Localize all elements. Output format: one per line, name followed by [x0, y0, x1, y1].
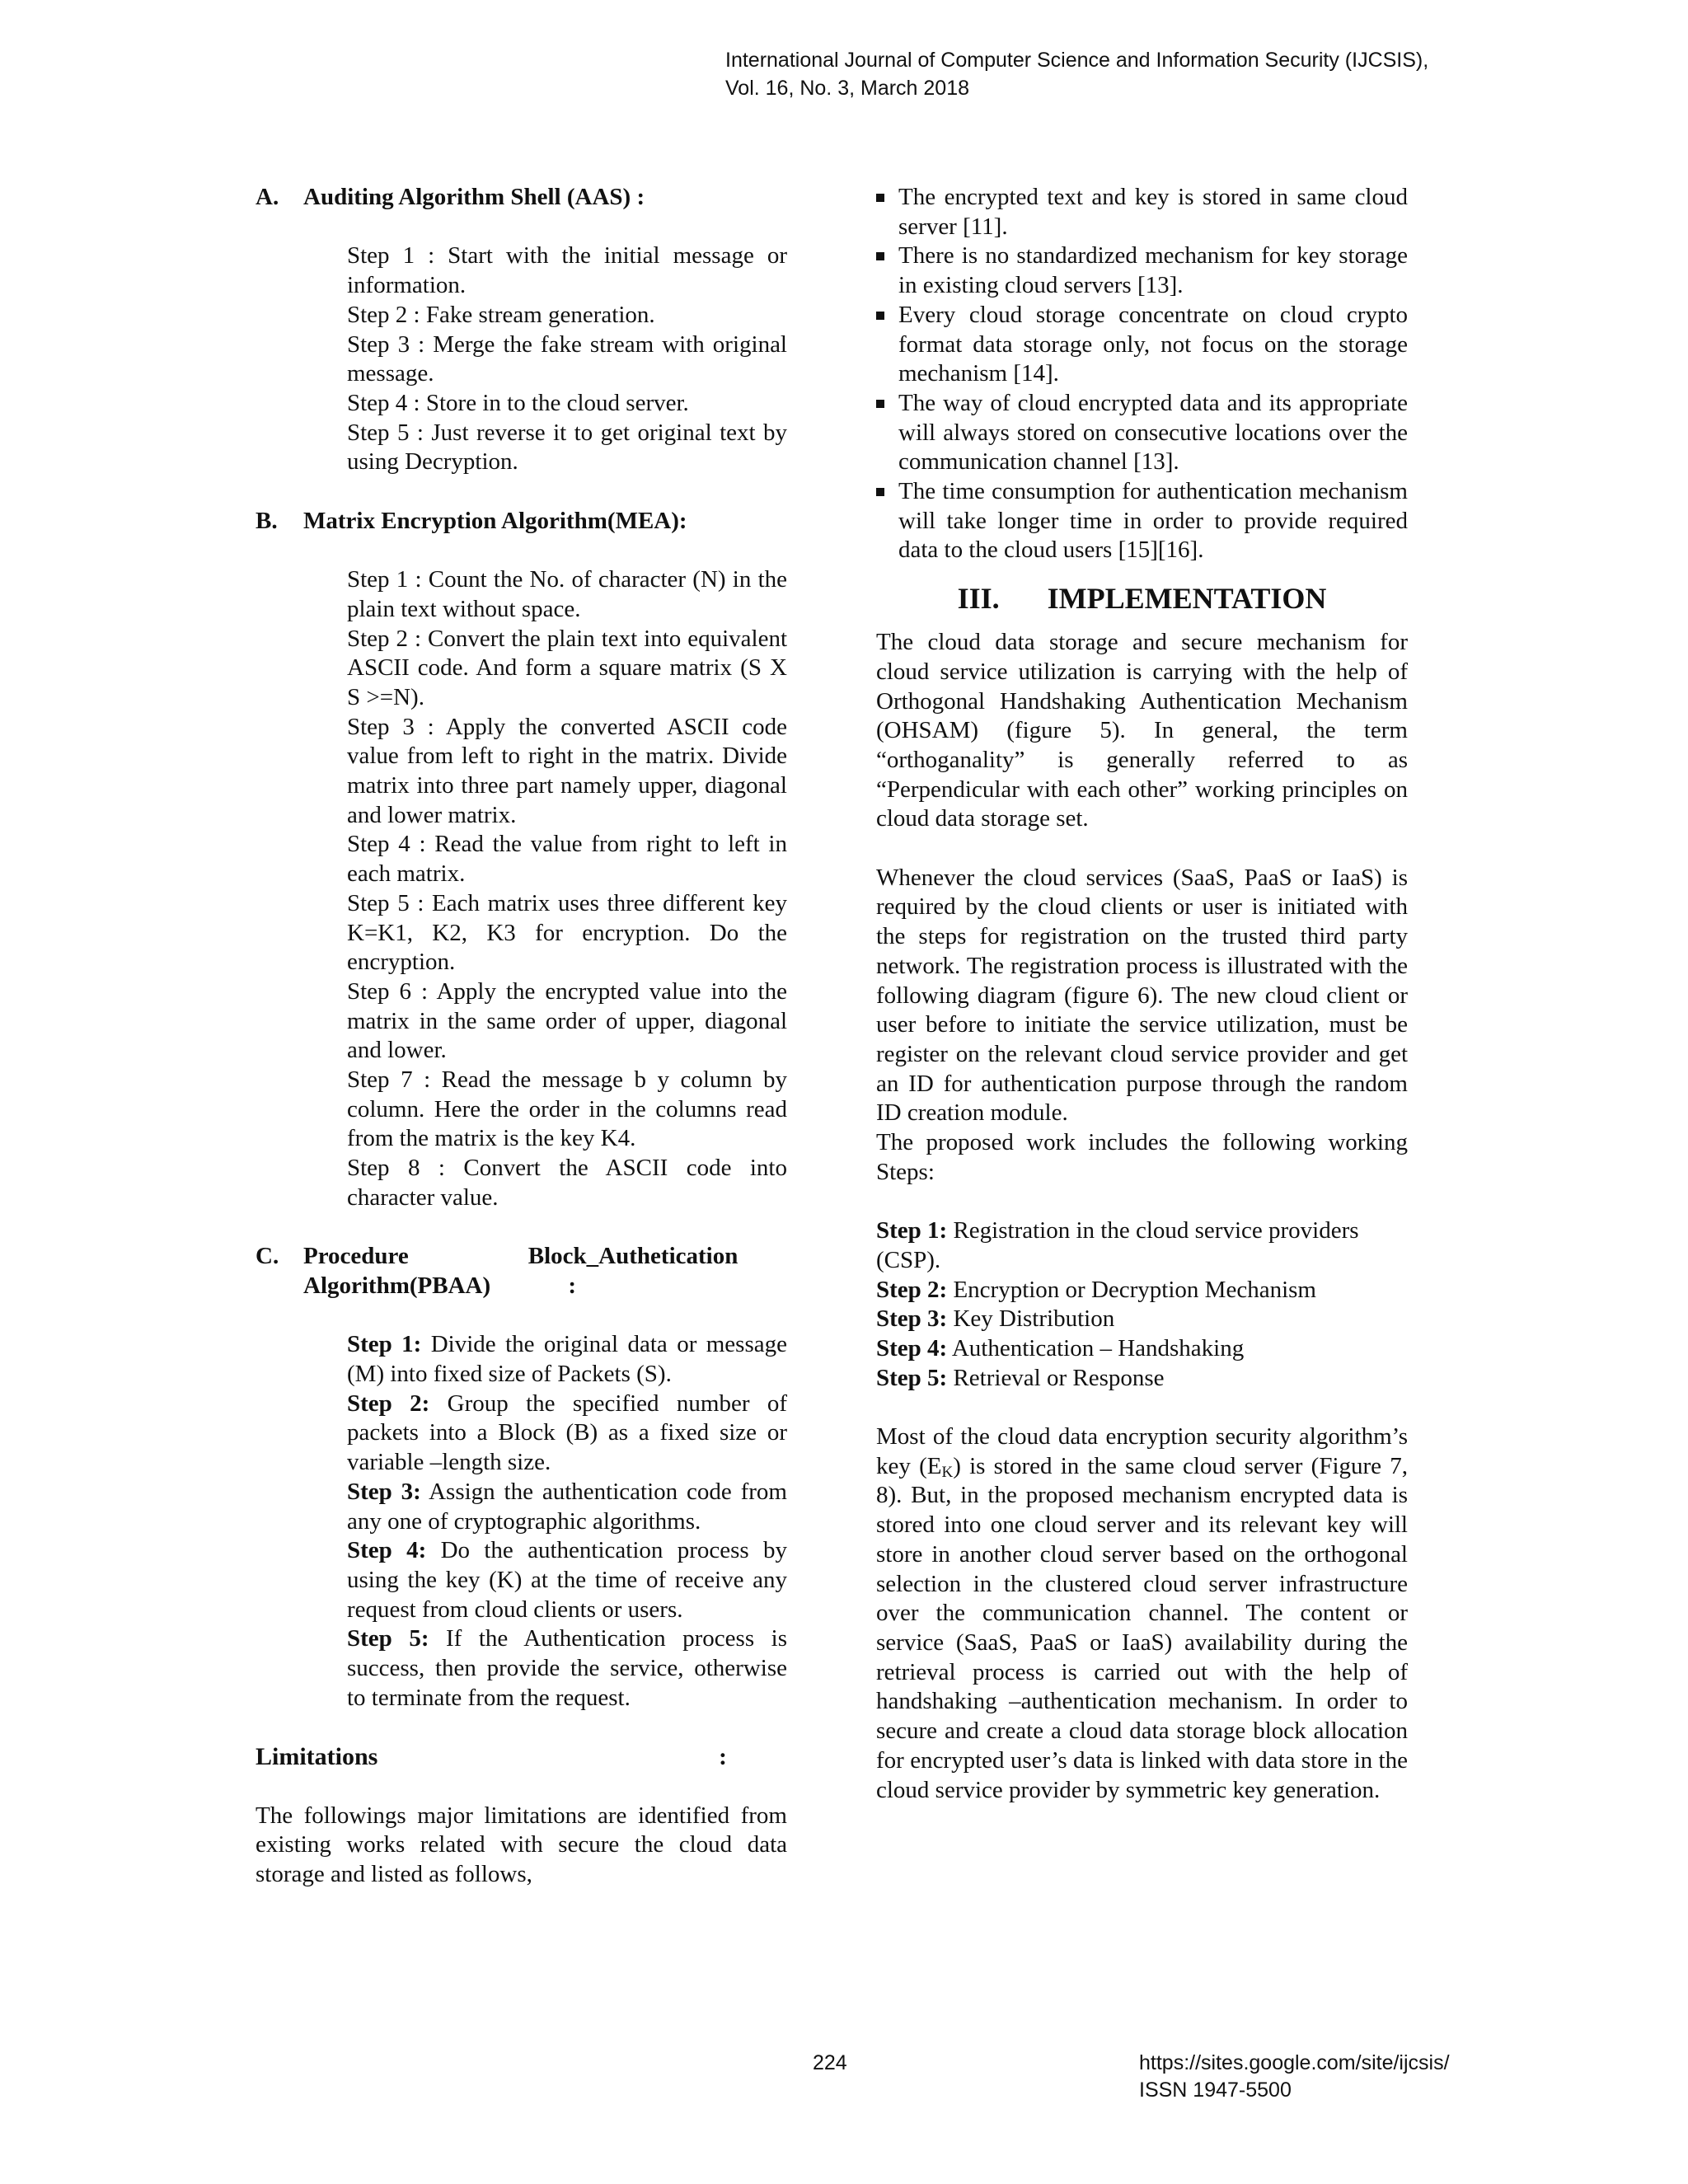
section-c-step-text: Assign the authentication code from any one of cryptographic algorithms.: [347, 1478, 787, 1535]
implementation-number: III.: [957, 582, 1000, 616]
key-subscript: K: [941, 1463, 954, 1481]
implementation-paragraph: The cloud data storage and secure mechanism for cloud service utilization is carrying with the help of Orthogonal Handshaking Authentication Mechanism (OHSAM) (figure 5). In general, the term “orthoganality” is generally referred to as “Perpendicular with each other” working principles on cloud data storage set.: [876, 629, 1408, 832]
bullet-square-icon: [876, 312, 884, 320]
para4-end: ) is stored in the same cloud server (Figure 7, 8). But, in the proposed mechanism encrypted data is stored into one cloud server and its relevant key will store in another cloud server based on the orthogonal selection in the clustered cloud server infrastructure over the communication channel. The content or service (SaaS, PaaS or IaaS) availability during the retrieval process is carried out with the help of handshaking –authentication mechanism. In order to secure and create a cloud data storage block allocation for encrypted user’s data is linked with data store in the cloud service provider by symmetric key generation.: [876, 1452, 1408, 1803]
list-item: [876, 477, 1408, 565]
section-a-heading: [256, 183, 787, 213]
limitations-title: Limitations: [256, 1743, 378, 1771]
limitations-heading: [256, 1742, 727, 1772]
implementation-paragraph: The proposed work includes the following working Steps:: [876, 1129, 1408, 1185]
implementation-step: [876, 1276, 1408, 1305]
list-item: [876, 241, 1408, 300]
list-item-text: The encrypted text and key is stored in same cloud server [11].: [898, 184, 1408, 240]
section-a-steps: [256, 241, 787, 477]
right-column: [876, 183, 1408, 1805]
implementation-step-text: Key Distribution: [947, 1305, 1115, 1333]
journal-site-link[interactable]: https://sites.google.com/site/ijcsis/: [1139, 2051, 1450, 2074]
section-c-step-label: Step 1:: [347, 1331, 422, 1358]
limitations-intro: The followings major limitations are identified from existing works related with secure the cloud data storage and listed as follows,: [256, 1802, 787, 1887]
implementation-step-label: Step 3:: [876, 1305, 948, 1333]
list-item: [876, 301, 1408, 389]
para4-start: Most of the cloud data encryption security algorithm’s key (E: [876, 1423, 1408, 1479]
left-column: [256, 183, 787, 1890]
journal-header-line1: International Journal of Computer Science and Information Security (IJCSIS),: [725, 49, 1429, 72]
implementation-step: [876, 1216, 1408, 1275]
section-c-step: [347, 1390, 787, 1478]
implementation-step-text: Retrieval or Response: [947, 1364, 1165, 1391]
list-item: [876, 389, 1408, 477]
section-c-step-label: Step 2:: [347, 1390, 430, 1417]
section-b-step: Step 3 : Apply the converted ASCII code value from left to right in the matrix. Divide matrix into three part namely upper, diagonal and lower matrix.: [347, 713, 787, 828]
implementation-heading: [876, 577, 1408, 620]
journal-header: [725, 46, 1428, 102]
implementation-step-label: Step 1:: [876, 1217, 948, 1244]
implementation-steps: [876, 1216, 1408, 1393]
limitations-colon: :: [719, 1743, 727, 1771]
list-item-text: There is no standardized mechanism for key storage in existing cloud servers [13].: [898, 242, 1408, 299]
section-b-heading: [256, 507, 787, 537]
section-a-step: Step 4 : Store in to the cloud server.: [347, 389, 689, 416]
implementation-paragraph: Whenever the cloud services (SaaS, PaaS or IaaS) is required by the cloud clients or user is initiated with the steps for registration on the trusted third party network. The registration process is illustrated with the following diagram (figure 6). The new cloud client or user before to initiate the service utilization, must be register on the relevant cloud service provider and get an ID for authentication purpose through the random ID creation module.: [876, 864, 1408, 1127]
implementation-step-label: Step 5:: [876, 1364, 948, 1391]
page-number: 224: [813, 2051, 847, 2074]
implementation-step: [876, 1334, 1408, 1364]
section-b-steps: [256, 565, 787, 1212]
section-a-step: Step 2 : Fake stream generation.: [347, 301, 655, 328]
implementation-step-text: Registration in the cloud service providers (CSP).: [876, 1217, 1359, 1273]
section-b-step: Step 1 : Count the No. of character (N) in the plain text without space.: [347, 566, 787, 622]
bullet-square-icon: [876, 400, 884, 408]
section-a-letter: A.: [256, 184, 279, 210]
section-c-steps: [256, 1330, 787, 1713]
section-c-step-label: Step 5:: [347, 1625, 429, 1652]
section-c-title: [303, 1242, 743, 1301]
section-b-step: Step 8 : Convert the ASCII code into character value.: [347, 1155, 787, 1211]
section-c-step-text: Divide the original data or message (M) into fixed size of Packets (S).: [347, 1331, 787, 1388]
section-c-title-line1: Procedure Block_Authetication: [303, 1243, 738, 1270]
implementation-step-text: Encryption or Decryption Mechanism: [947, 1276, 1316, 1303]
list-item-text: Every cloud storage concentrate on cloud crypto format data storage only, not focus on the storage mechanism [14].: [898, 301, 1408, 387]
section-a-step: Step 1 : Start with the initial message or information.: [347, 242, 787, 299]
issn: ISSN 1947-5500: [1139, 2079, 1292, 2102]
section-c-step-label: Step 3:: [347, 1478, 421, 1505]
implementation-paragraph: [876, 1422, 1408, 1805]
implementation-step: [876, 1305, 1408, 1334]
section-b-step: Step 4 : Read the value from right to left in each matrix.: [347, 831, 787, 888]
section-a-step: Step 5 : Just reverse it to get original text by using Decryption.: [347, 419, 787, 476]
section-b-title: Matrix Encryption Algorithm(MEA):: [303, 507, 687, 534]
section-c-step: [347, 1330, 787, 1389]
list-item-text: The time consumption for authentication mechanism will take longer time in order to provide required data to the cloud users [15][16].: [898, 478, 1408, 564]
section-b-step: Step 5 : Each matrix uses three different key K=K1, K2, K3 for encryption. Do the encryption.: [347, 889, 787, 976]
section-a-title: Auditing Algorithm Shell (AAS) :: [303, 184, 645, 210]
section-c-step-text: If the Authentication process is success, then provide the service, otherwise to terminate from the request.: [347, 1625, 787, 1711]
footer-info: [1139, 2050, 1450, 2104]
implementation-step-text: Authentication – Handshaking: [947, 1334, 1245, 1361]
implementation-step-label: Step 2:: [876, 1276, 948, 1303]
section-b-step: Step 2 : Convert the plain text into equivalent ASCII code. And form a square matrix (S X S >=N).: [347, 625, 787, 710]
section-b-step: Step 6 : Apply the encrypted value into the matrix in the same order of upper, diagonal and lower.: [347, 977, 787, 1064]
bullet-square-icon: [876, 488, 884, 496]
section-c-step-text: Do the authentication process by using the key (K) at the time of receive any request from cloud clients or users.: [347, 1537, 787, 1623]
section-c-step-text: Group the specified number of packets into a Block (B) as a fixed size or variable –length size.: [347, 1390, 787, 1476]
section-a-step: Step 3 : Merge the fake stream with original message.: [347, 330, 787, 387]
bullet-square-icon: [876, 252, 884, 260]
section-c-step: [347, 1536, 787, 1624]
section-b-step: Step 7 : Read the message b y column by column. Here the order in the columns read from the matrix is the key K4.: [347, 1066, 787, 1152]
list-item: [876, 183, 1408, 241]
implementation-title: IMPLEMENTATION: [1047, 582, 1327, 616]
list-item-text: The way of cloud encrypted data and its appropriate will always stored on consecutive locations over the communication channel [13].: [898, 389, 1408, 476]
bullet-square-icon: [876, 194, 884, 202]
limitations-list: [876, 183, 1408, 565]
section-c-step: [347, 1624, 787, 1713]
implementation-step: [876, 1364, 1408, 1394]
section-c-heading: [256, 1242, 787, 1301]
section-c-step: [347, 1478, 787, 1536]
section-c-step-label: Step 4:: [347, 1537, 427, 1564]
implementation-step-label: Step 4:: [876, 1334, 948, 1361]
section-c-title-line2: Algorithm(PBAA) :: [303, 1272, 577, 1299]
journal-header-line2: Vol. 16, No. 3, March 2018: [725, 77, 970, 100]
section-b-letter: B.: [256, 507, 278, 534]
section-c-letter: C.: [256, 1243, 279, 1270]
